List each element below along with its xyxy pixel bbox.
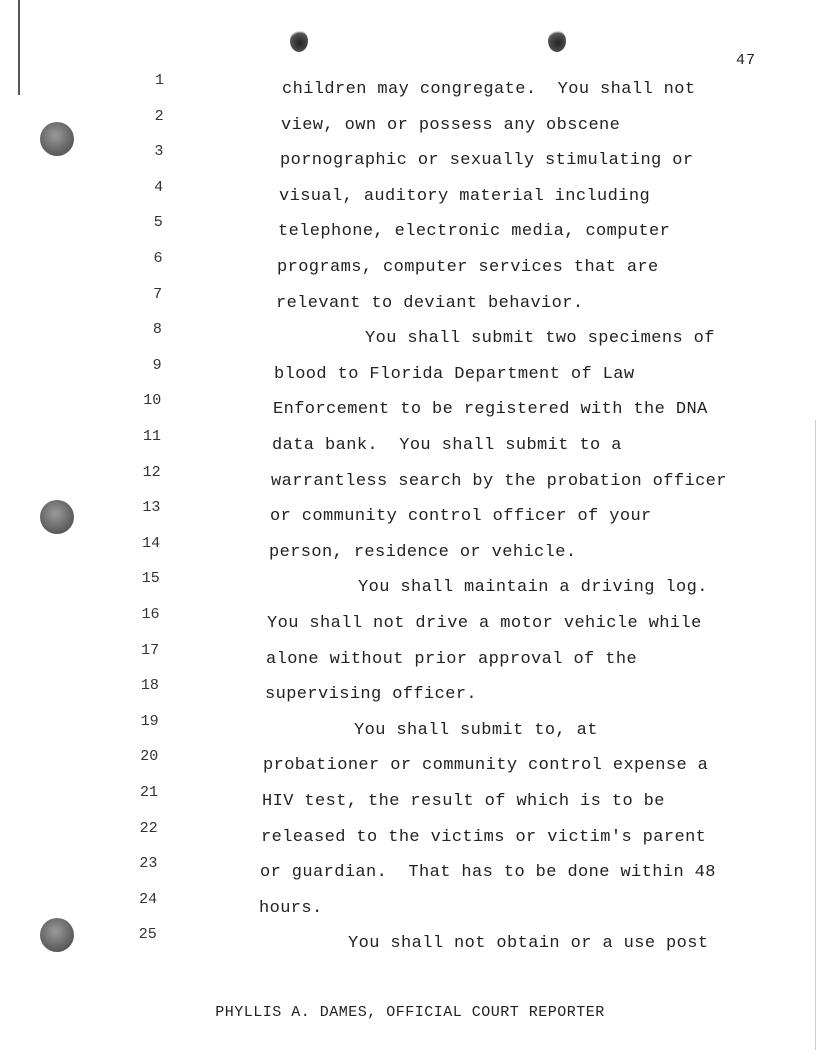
- transcript-line: data bank. You shall submit to a: [272, 436, 622, 455]
- line-number: 2: [154, 107, 164, 125]
- line-number: 8: [152, 321, 162, 339]
- transcript-line: You shall maintain a driving log.: [358, 578, 708, 598]
- transcript-line: You shall not drive a motor vehicle while: [267, 614, 702, 633]
- transcript-line: hours.: [259, 898, 323, 918]
- transcript-line: warrantless search by the probation officer: [271, 471, 727, 491]
- transcript-line: HIV test, the result of which is to be: [262, 792, 665, 811]
- transcript-line: You shall submit two specimens of: [365, 329, 715, 349]
- page-number: 47: [736, 52, 757, 69]
- transcript-line: view, own or possess any obscene: [281, 115, 621, 135]
- line-number: 4: [154, 178, 164, 196]
- line-number: 15: [141, 570, 160, 588]
- transcript-line: You shall not obtain or a use post: [348, 934, 709, 954]
- line-number: 22: [139, 819, 158, 837]
- line-number: 6: [153, 250, 163, 267]
- line-number: 1: [154, 72, 164, 89]
- punch-hole-icon: [40, 122, 74, 156]
- transcript-line: alone without prior approval of the: [266, 649, 638, 669]
- transcript-line: You shall submit to, at: [354, 720, 598, 740]
- transcript-line: children may congregate. You shall not: [282, 80, 696, 99]
- transcript-line: programs, computer services that are: [277, 258, 659, 277]
- line-number: 12: [142, 463, 161, 481]
- scan-edge-right: [815, 420, 816, 1050]
- line-number: 3: [154, 143, 164, 161]
- line-number: 5: [153, 214, 163, 232]
- line-number: 10: [143, 392, 162, 410]
- line-number: 16: [141, 606, 160, 623]
- scan-mark: [290, 30, 308, 52]
- line-number: 9: [152, 356, 162, 374]
- scan-edge: [18, 0, 20, 95]
- line-number: 18: [140, 677, 159, 695]
- transcript-line: supervising officer.: [265, 685, 478, 705]
- line-number: 17: [141, 641, 160, 659]
- line-number: 14: [142, 534, 161, 552]
- line-number: 24: [139, 890, 158, 908]
- line-number: 7: [153, 285, 163, 303]
- transcript-line: released to the victims or victim's parent: [261, 827, 707, 847]
- line-number: 11: [142, 428, 161, 445]
- line-number: 20: [140, 748, 159, 766]
- punch-hole-icon: [40, 500, 74, 534]
- line-number: 19: [140, 712, 159, 730]
- transcript-line: Enforcement to be registered with the DNA: [273, 400, 708, 420]
- transcript-line: pornographic or sexually stimulating or: [280, 151, 694, 171]
- transcript-line: or guardian. That has to be done within 48: [260, 863, 716, 883]
- scan-mark: [548, 30, 566, 52]
- transcript-line: visual, auditory material including: [279, 186, 651, 206]
- line-number: 23: [139, 855, 158, 873]
- transcript-line: blood to Florida Department of Law: [274, 364, 635, 384]
- footer-court-reporter: PHYLLIS A. DAMES, OFFICIAL COURT REPORTER: [215, 1004, 605, 1021]
- transcript-line: or community control officer of your: [270, 507, 652, 527]
- line-number: 21: [139, 784, 158, 801]
- transcript-line: telephone, electronic media, computer: [278, 222, 671, 242]
- punch-hole-icon: [40, 918, 74, 952]
- transcript-line: probationer or community control expense a: [263, 756, 709, 776]
- transcript-line: relevant to deviant behavior.: [276, 293, 584, 313]
- line-number: 25: [138, 926, 157, 944]
- transcript-line: person, residence or vehicle.: [269, 542, 577, 562]
- line-number: 13: [142, 499, 161, 517]
